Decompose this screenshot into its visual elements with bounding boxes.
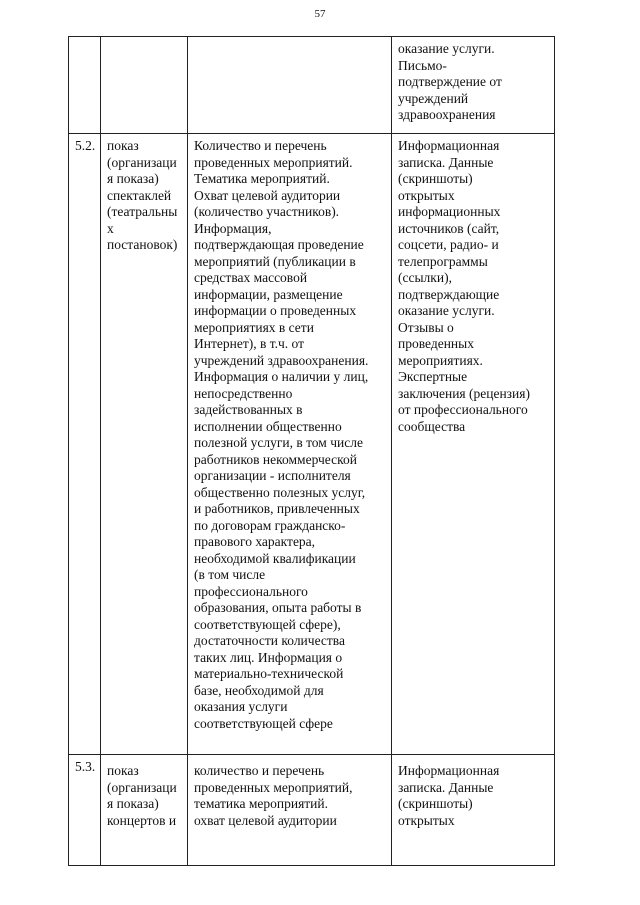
text-line: исполнении общественно: [194, 418, 342, 434]
text-line: (в том числе: [194, 567, 266, 582]
text-line: проведенных мероприятий,: [194, 779, 353, 795]
text-line: Охват целевой аудитории: [194, 187, 341, 203]
text-line: и работников, привлеченных: [194, 501, 360, 516]
text-line: подтверждающие: [398, 286, 500, 302]
text-line: записка. Данные: [398, 154, 494, 170]
text-line: Отзывы о: [398, 319, 454, 335]
text-line: (скриншоты): [398, 171, 473, 186]
text-line: информации о проведенных: [194, 303, 357, 318]
text-line: соответствующей сфере: [194, 715, 333, 731]
text-line: достаточности количества: [194, 633, 345, 648]
text-line: Информационная: [398, 138, 500, 153]
text-line: количество и перечень: [194, 763, 325, 778]
text-line: открытых: [398, 187, 455, 203]
text-line: (скриншоты): [398, 796, 473, 811]
text-line: показ: [107, 138, 139, 153]
text-line: заключения (рецензия): [398, 385, 530, 401]
text-line: задействованных в: [194, 402, 303, 417]
service-name-cell: [101, 134, 188, 755]
text-line: Информация,: [194, 220, 272, 236]
text-line: открытых: [398, 812, 455, 828]
text-line: материально-технической: [194, 666, 344, 681]
text-line: по договорам гражданско-: [194, 517, 346, 533]
text-line: полезной услуги, в том числе: [194, 435, 363, 450]
text-line: базе, необходимой для: [194, 682, 324, 698]
indicators-cell: [188, 37, 392, 134]
text-line: Интернет), в т.ч. от: [194, 336, 304, 351]
text-line: правового характера,: [194, 534, 316, 549]
row-number: 5.2.: [69, 134, 101, 755]
text-line: соответствующей сфере),: [194, 616, 341, 632]
text-line: оказания услуги: [194, 699, 288, 714]
text-line: тематика мероприятий.: [194, 796, 328, 811]
text-line: подтверждающая проведение: [194, 237, 364, 252]
text-line: показ: [107, 763, 139, 778]
text-line: учреждений: [398, 90, 469, 106]
text-line: профессионального: [194, 583, 308, 599]
table-row: [69, 755, 555, 866]
text-line: записка. Данные: [398, 779, 494, 795]
text-line: проведенных: [398, 336, 474, 351]
text-line: мероприятиях.: [398, 352, 483, 368]
text-line: Письмо-: [398, 57, 447, 73]
text-line: концертов и: [107, 812, 177, 828]
text-line: постановок): [107, 237, 178, 252]
text-line: Информация о наличии у лиц,: [194, 369, 369, 384]
requirements-table: [68, 36, 555, 866]
text-line: общественно полезных услуг,: [194, 484, 366, 500]
text-line: (театральны: [107, 204, 178, 219]
table-row: [69, 37, 555, 134]
text-line: средствах массовой: [194, 270, 308, 285]
text-line: оказание услуги.: [398, 41, 495, 56]
text-line: охват целевой аудитории: [194, 812, 337, 828]
text-line: Количество и перечень: [194, 138, 327, 153]
page-number: 57: [314, 8, 326, 20]
text-line: (организаци: [107, 779, 177, 795]
text-line: работников некоммерческой: [194, 451, 357, 467]
text-line: мероприятиях в сети: [194, 319, 314, 335]
text-line: Экспертные: [398, 369, 468, 384]
text-line: образования, опыта работы в: [194, 600, 362, 615]
text-line: телепрограммы: [398, 253, 488, 269]
indicators-cell: [188, 755, 392, 866]
documents-cell: [392, 755, 555, 866]
row-number: 5.3.: [69, 755, 101, 866]
text-line: информации, размещение: [194, 286, 343, 302]
text-line: организации - исполнителя: [194, 468, 351, 483]
service-name-cell: [101, 37, 188, 134]
text-line: соцсети, радио- и: [398, 237, 499, 252]
text-line: (количество участников).: [194, 204, 340, 219]
text-line: я показа): [107, 171, 159, 186]
service-name-cell: [101, 755, 188, 866]
text-line: спектаклей: [107, 187, 172, 203]
text-line: (организаци: [107, 154, 177, 170]
row-number: [69, 37, 101, 134]
text-line: мероприятий (публикации в: [194, 253, 356, 269]
text-line: необходимой квалификации: [194, 550, 356, 566]
text-line: источников (сайт,: [398, 220, 500, 236]
indicators-cell: [188, 134, 392, 755]
text-line: таких лиц. Информация о: [194, 649, 343, 665]
text-line: учреждений здравоохранения.: [194, 352, 369, 368]
text-line: х: [107, 220, 114, 236]
text-line: сообщества: [398, 418, 466, 434]
text-line: (ссылки),: [398, 270, 452, 285]
text-line: Информационная: [398, 763, 500, 778]
text-line: информационных: [398, 204, 501, 219]
documents-cell: [392, 134, 555, 755]
text-line: Тематика мероприятий.: [194, 171, 330, 186]
text-line: оказание услуги.: [398, 303, 495, 318]
text-line: здравоохранения: [398, 107, 496, 122]
text-line: проведенных мероприятий.: [194, 154, 353, 170]
text-line: от профессионального: [398, 402, 528, 417]
text-line: я показа): [107, 796, 159, 811]
table-row: [69, 134, 555, 755]
text-line: подтверждение от: [398, 74, 502, 89]
documents-cell: [392, 37, 555, 134]
text-line: непосредственно: [194, 385, 293, 401]
